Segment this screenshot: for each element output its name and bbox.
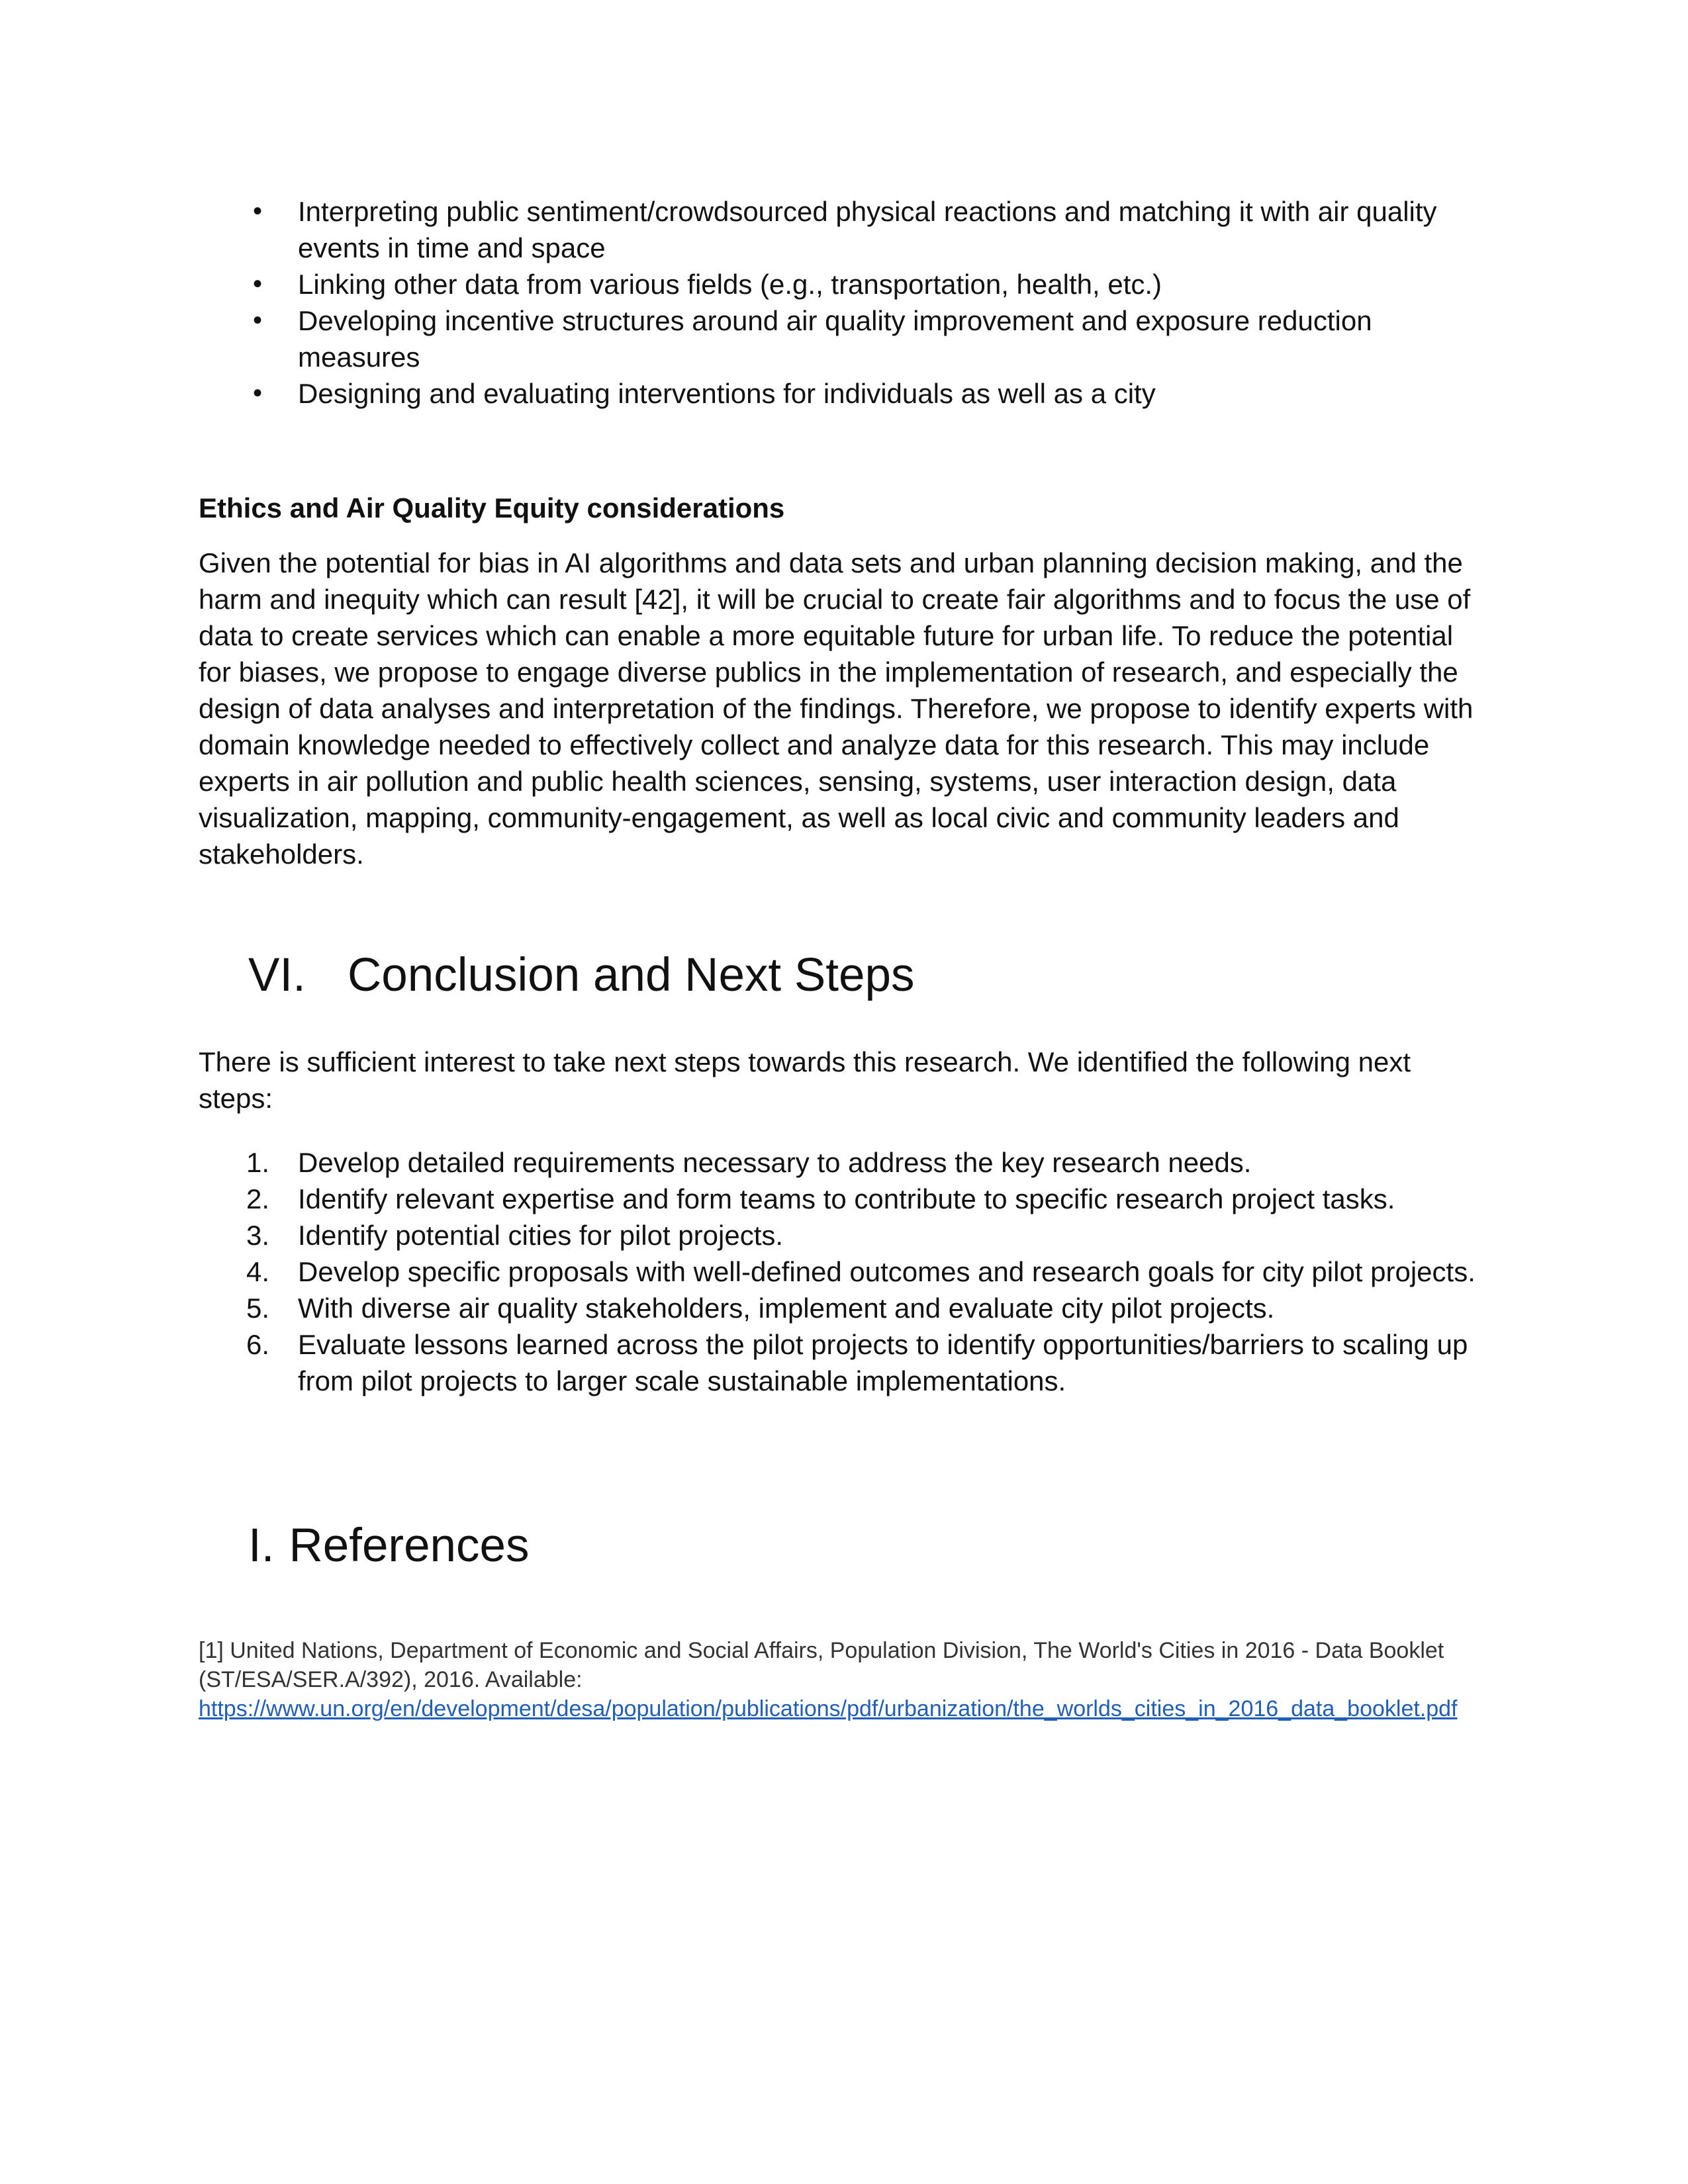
step-text: Identify potential cities for pilot projects. <box>298 1219 784 1251</box>
research-needs-bullet-list <box>199 193 1489 412</box>
bullet-text: Interpreting public sentiment/crowdsourced physical reactions and matching it with air quality events in time and space <box>298 196 1437 263</box>
conclusion-heading-number: VI. <box>248 949 306 1001</box>
references-heading-title: References <box>289 1519 530 1572</box>
step-number: 6. <box>246 1328 270 1360</box>
ethics-subheading: Ethics and Air Quality Equity considerations <box>199 492 785 523</box>
conclusion-heading <box>199 946 1489 1005</box>
conclusion-intro: There is sufficient interest to take next steps towards this research. We identified the following next steps: <box>199 1046 1411 1114</box>
ethics-paragraph: Given the potential for bias in AI algorithms and data sets and urban planning decision making, and the harm and inequity which can result [42], it will be crucial to create fair algorithms and to focus the use of data to create services which can enable a more equitable future for urban life. To reduce the potential for biases, we propose to engage diverse publics in the implementation of research, and especially the design of data analyses and interpretation of the findings. Therefore, we propose to identify experts with domain knowledge needed to effectively collect and analyze data for this research. This may include experts in air pollution and public health sciences, sensing, systems, user interaction design, data visualization, mapping, community-engagement, as well as local civic and community leaders and stakeholders. <box>199 547 1474 870</box>
step-text: With diverse air quality stakeholders, implement and evaluate city pilot projects. <box>298 1292 1275 1324</box>
step-number: 1. <box>246 1146 270 1178</box>
reference-text: [1] United Nations, Department of Economic and Social Affairs, Population Division, The World's Cities in 2016 - Data Booklet (ST/ESA/SER.A/392), 2016. Available: <box>199 1637 1444 1692</box>
next-step-item <box>199 1290 1489 1326</box>
step-text: Develop specific proposals with well-defined outcomes and research goals for city pilot projects. <box>298 1255 1476 1287</box>
step-number: 3. <box>246 1219 270 1251</box>
step-text: Develop detailed requirements necessary to address the key research needs. <box>298 1146 1252 1178</box>
reference-entry <box>199 1636 1489 1723</box>
next-step-item <box>199 1217 1489 1253</box>
bullet-marker: • <box>253 269 263 298</box>
conclusion-heading-title: Conclusion and Next Steps <box>348 949 915 1001</box>
bullet-text: Linking other data from various fields (e.g., transportation, health, etc.) <box>298 269 1162 300</box>
reference-link[interactable]: https://www.un.org/en/development/desa/population/publications/pdf/urbanization/the_worlds_cities_in_2016_data_booklet.pdf <box>199 1696 1458 1721</box>
next-step-item <box>199 1326 1489 1399</box>
next-step-item <box>199 1144 1489 1181</box>
page-content <box>199 193 1489 1723</box>
next-step-item <box>199 1253 1489 1290</box>
step-text: Evaluate lessons learned across the pilot projects to identify opportunities/barriers to scaling up from pilot projects to larger scale sustainable implementations. <box>298 1328 1468 1396</box>
step-number: 2. <box>246 1183 270 1214</box>
step-number: 4. <box>246 1255 270 1287</box>
bullet-item <box>199 302 1489 375</box>
next-steps-list <box>199 1144 1489 1399</box>
bullet-marker: • <box>253 306 263 335</box>
step-text: Identify relevant expertise and form teams to contribute to specific research project tasks. <box>298 1183 1395 1214</box>
bullet-text: Designing and evaluating interventions for individuals as well as a city <box>298 378 1156 409</box>
bullet-text: Developing incentive structures around air quality improvement and exposure reduction measures <box>298 305 1372 373</box>
step-number: 5. <box>246 1292 270 1324</box>
references-heading-number: I. <box>248 1519 275 1572</box>
references-heading <box>199 1517 1489 1575</box>
bullet-item <box>199 266 1489 302</box>
bullet-marker: • <box>253 197 263 226</box>
next-step-item <box>199 1181 1489 1217</box>
bullet-item <box>199 375 1489 412</box>
bullet-marker: • <box>253 379 263 408</box>
bullet-item <box>199 193 1489 266</box>
